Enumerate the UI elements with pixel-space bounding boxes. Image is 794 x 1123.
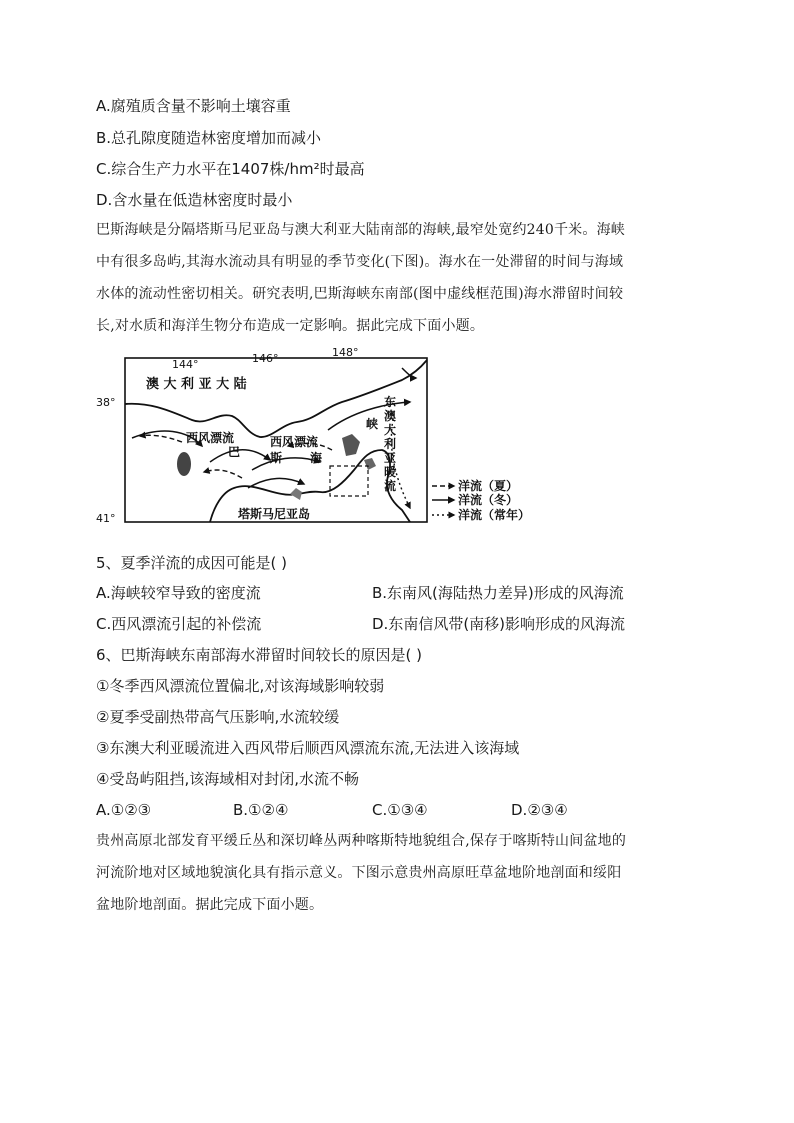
q5-option-a[interactable]: A.海峡较窄导致的密度流	[96, 584, 261, 602]
tasmania-label: 塔斯马尼亚岛	[238, 507, 311, 521]
q6-statement-2: ②夏季受副热带高气压影响,水流较缓	[96, 708, 340, 726]
q5-option-c[interactable]: C.西风漂流引起的补偿流	[96, 615, 262, 633]
q5-stem: 5、夏季洋流的成因可能是( )	[96, 554, 288, 572]
eac-char: 东	[384, 395, 397, 409]
westerly-label-east: 西风漂流	[270, 435, 319, 449]
q5-option-d[interactable]: D.东南信风带(南移)影响形成的风海流	[372, 615, 626, 633]
q4-option-a[interactable]: A.腐殖质含量不影响土壤容重	[96, 97, 291, 115]
q4-option-d[interactable]: D.含水量在低造林密度时最小	[96, 191, 293, 209]
strait-label-xia: 峡	[366, 417, 379, 431]
legend-winter-label: 洋流（冬）	[458, 493, 519, 507]
q6-option-a[interactable]: A.①②③	[96, 801, 152, 819]
passage-line: 盆地阶地剖面。据此完成下面小题。	[96, 897, 324, 913]
q6-option-c[interactable]: C.①③④	[372, 801, 428, 819]
strait-label-ba: 巴	[228, 445, 241, 459]
passage-guizhou	[96, 825, 696, 921]
passage-line: 长,对水质和海洋生物分布造成一定影响。据此完成下面小题。	[96, 318, 485, 334]
eac-char: 利	[384, 437, 397, 451]
q6-statement-3: ③东澳大利亚暖流进入西风带后顺西风漂流东流,无法进入该海域	[96, 739, 520, 757]
passage-line: 水体的流动性密切相关。研究表明,巴斯海峡东南部(图中虚线框范围)海水滞留时间较	[96, 286, 624, 302]
eac-char: 大	[384, 423, 397, 437]
q6-statement-1: ①冬季西风漂流位置偏北,对该海域影响较弱	[96, 677, 385, 695]
mainland-label: 澳 大 利 亚 大 陆	[146, 377, 247, 392]
passage-line: 河流阶地对区域地貌演化具有指示意义。下图示意贵州高原旺草盆地阶地剖面和绥阳	[96, 865, 622, 881]
lon-144-label: 144°	[172, 358, 199, 371]
legend-yearround-label: 洋流（常年）	[458, 508, 531, 522]
q5-option-b[interactable]: B.东南风(海陆热力差异)形成的风海流	[372, 584, 624, 602]
lat-38-label: 38°	[96, 396, 116, 409]
passage-line: 巴斯海峡是分隔塔斯马尼亚岛与澳大利亚大陆南部的海峡,最窄处宽约240千米。海峡	[96, 222, 625, 238]
strait-label-hai: 海	[310, 451, 323, 465]
eac-char: 亚	[384, 451, 397, 465]
lon-146-label: 146°	[252, 352, 279, 365]
passage-bass-strait	[96, 214, 696, 342]
passage-line: 中有很多岛屿,其海水流动具有明显的季节变化(下图)。海水在一处滞留的时间与海域	[96, 254, 624, 270]
q6-statement-4: ④受岛屿阻挡,该海域相对封闭,水流不畅	[96, 770, 359, 788]
eac-label	[383, 394, 396, 493]
q4-option-c[interactable]: C.综合生产力水平在1407株/hm²时最高	[96, 160, 365, 178]
westerly-label-west: 西风漂流	[186, 431, 235, 445]
q6-option-d[interactable]: D.②③④	[511, 801, 568, 819]
map-legend	[432, 478, 530, 522]
king-island	[177, 452, 191, 476]
bass-strait-current-map	[92, 342, 542, 536]
lon-148-label: 148°	[332, 346, 359, 359]
legend-summer-label: 洋流（夏）	[458, 479, 519, 493]
strait-label-si: 斯	[270, 451, 283, 465]
q6-option-b[interactable]: B.①②④	[233, 801, 289, 819]
q4-option-b[interactable]: B.总孔隙度随造林密度增加而减小	[96, 129, 322, 147]
q6-stem: 6、巴斯海峡东南部海水滞留时间较长的原因是( )	[96, 646, 423, 664]
eac-char: 澳	[384, 409, 397, 423]
eac-char: 暖	[384, 465, 397, 479]
eac-char: 流	[384, 479, 397, 493]
passage-line: 贵州高原北部发育平缓丘丛和深切峰丛两种喀斯特地貌组合,保存于喀斯特山间盆地的	[96, 833, 627, 849]
lat-41-label: 41°	[96, 512, 116, 525]
